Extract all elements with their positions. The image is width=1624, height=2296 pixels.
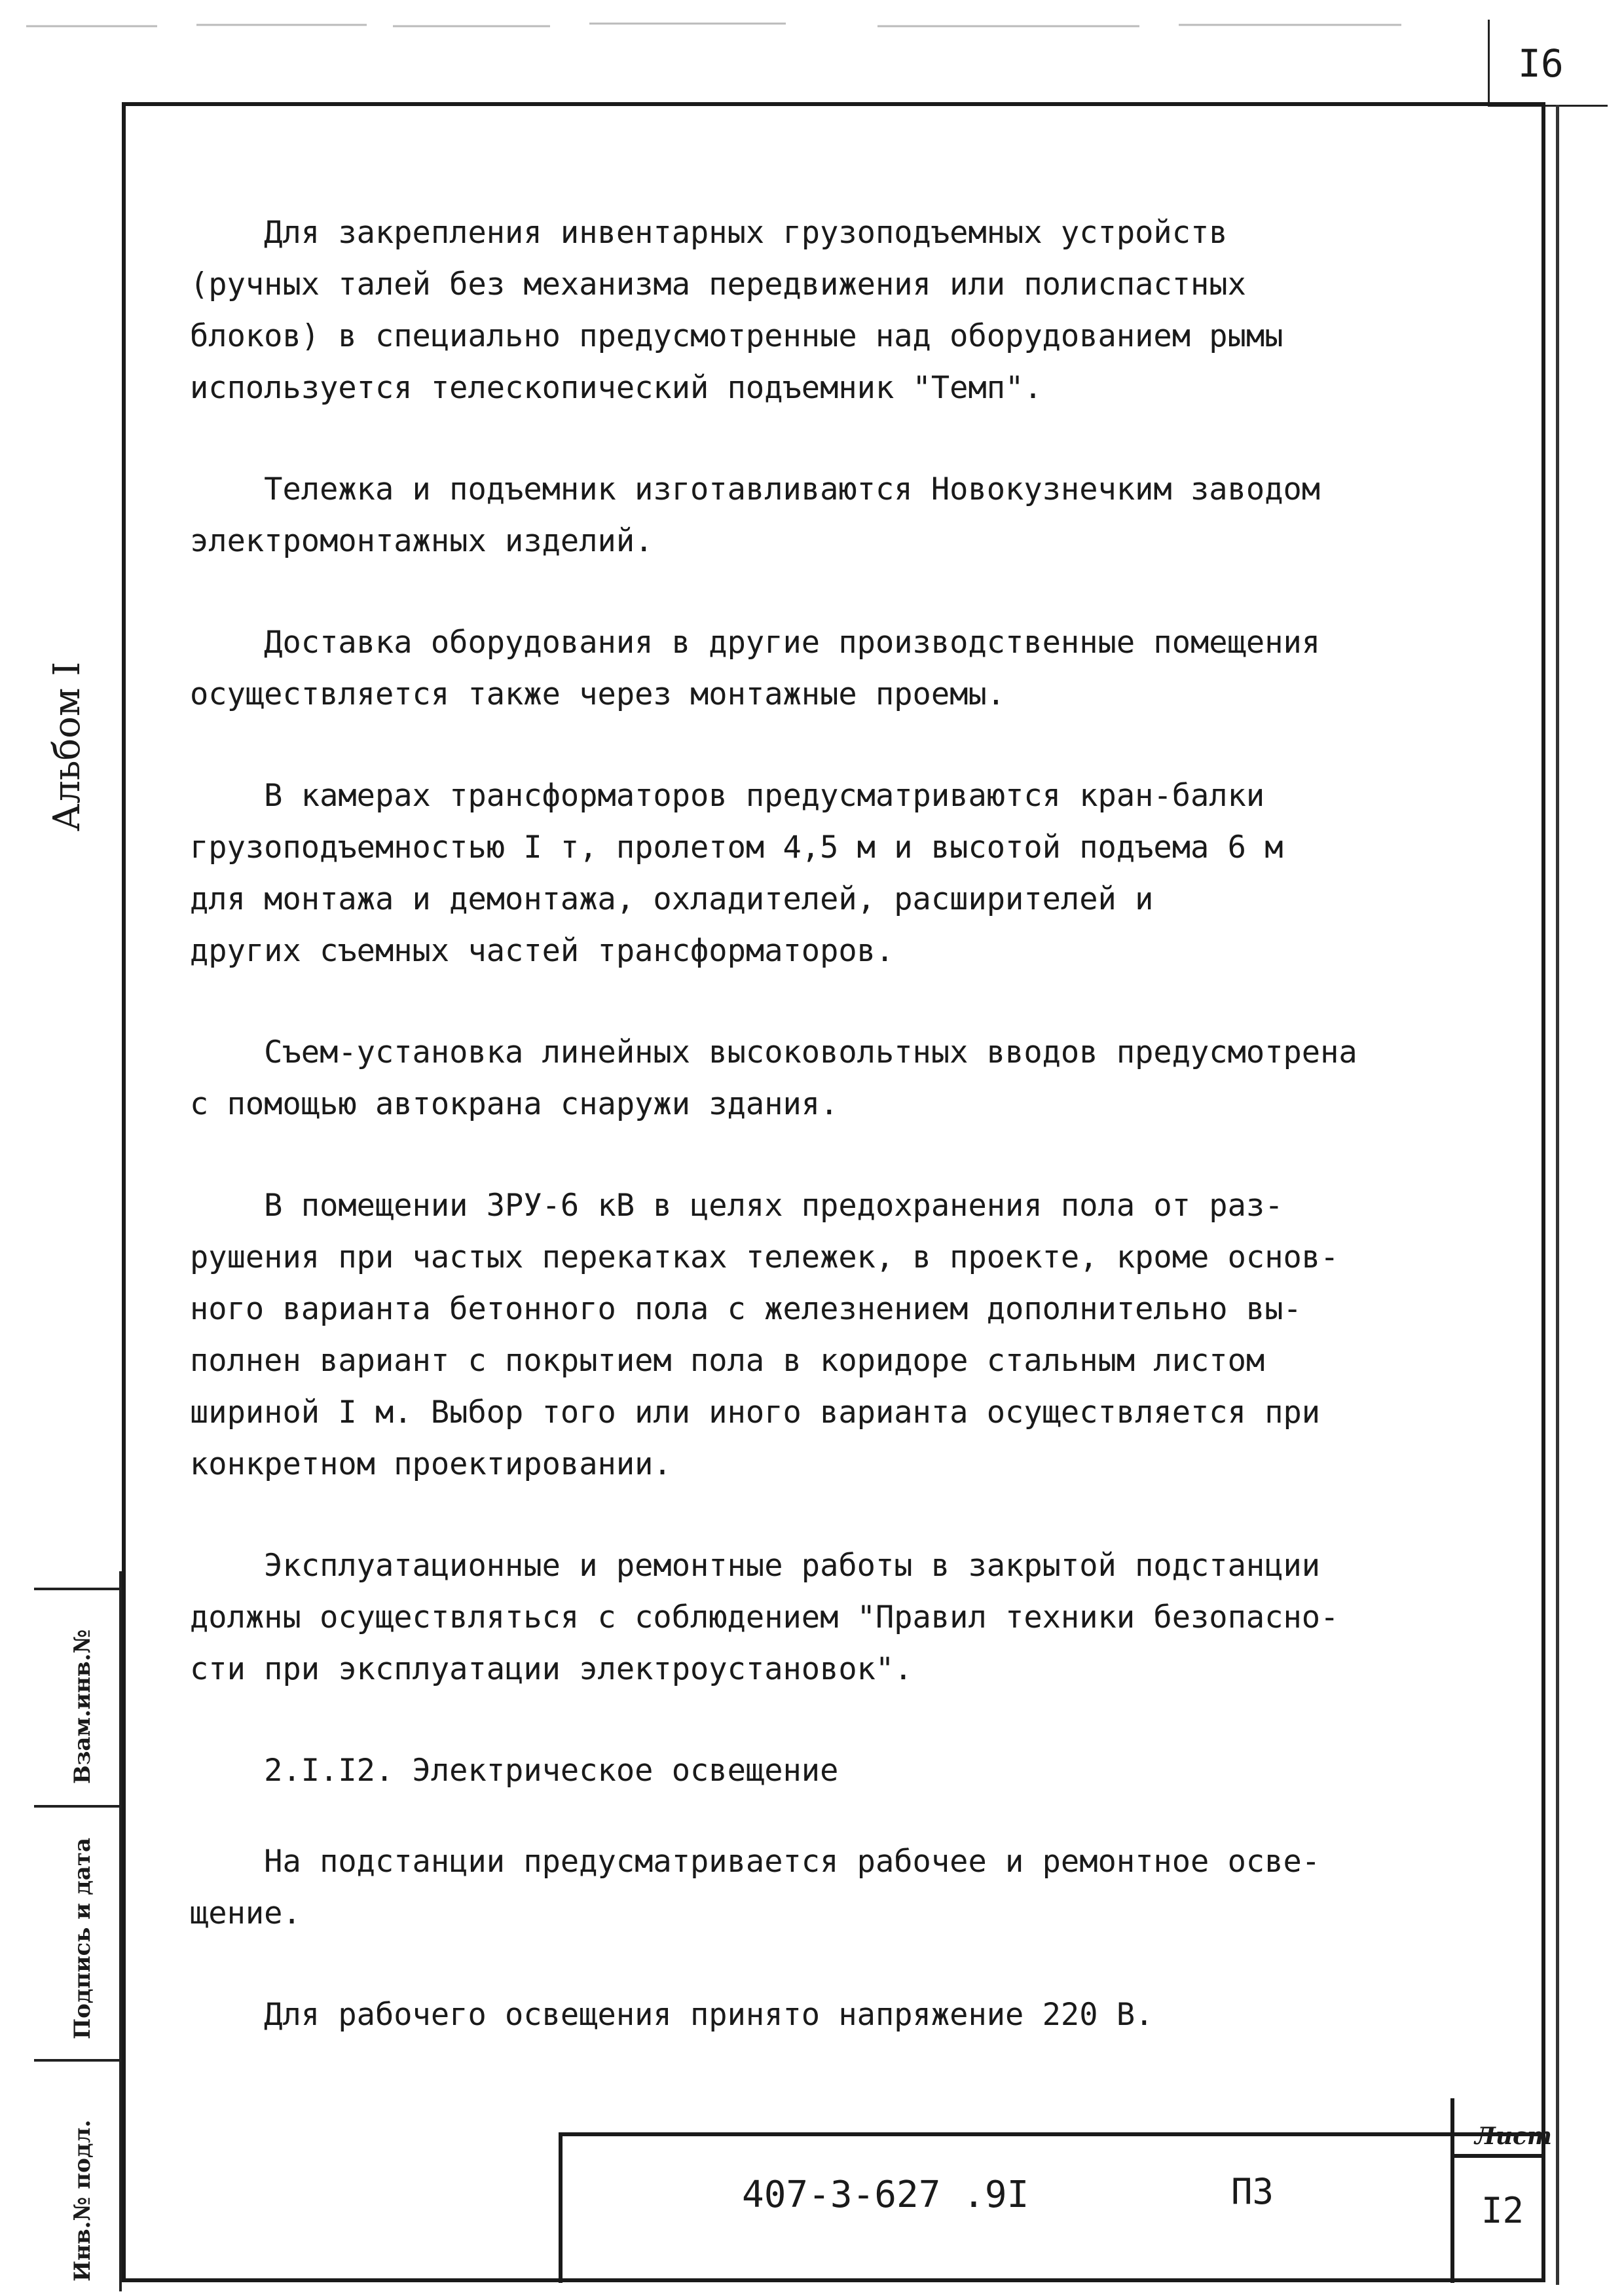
page-number: I6 bbox=[1518, 41, 1564, 86]
stamp-divider bbox=[34, 1588, 122, 1590]
sheet-number: I2 bbox=[1481, 2190, 1524, 2231]
title-block-sheet-separator bbox=[1450, 2098, 1454, 2283]
scan-noise bbox=[26, 18, 1467, 30]
paragraph: Для рабочего освещения принято напряжение 220 В. bbox=[190, 1997, 1154, 2033]
document-type: ПЗ bbox=[1231, 2171, 1274, 2212]
approval-stamp-column bbox=[34, 1588, 122, 2288]
stamp-label-replacement-inv: Взам.инв.№ bbox=[69, 1629, 96, 1784]
body-text bbox=[190, 207, 1513, 2090]
frame-right-double-line bbox=[1556, 105, 1559, 2285]
stamp-divider bbox=[34, 1805, 122, 1808]
sheet-label: Лист bbox=[1475, 2123, 1553, 2150]
title-block-sheet-line bbox=[1450, 2154, 1545, 2158]
paragraph: Съем-установка линейных высоковольтных вводов предусмотрена с помощью автокрана снаружи здания. bbox=[190, 1034, 1357, 1122]
paragraph: В камерах трансформаторов предусматриваются кран-балки грузоподъемностью I т, пролетом 4,5 м и высотой подъема 6 м для монтажа и демонтажа, охладителей, расширителей и других съемных частей трансформаторов. bbox=[190, 778, 1283, 969]
stamp-divider bbox=[34, 2059, 122, 2062]
paragraph: В помещении ЗРУ-6 кВ в целях предохранения пола от раз- рушения при частых перекатках тележек, в проекте, кроме основ- ного варианта бетонного пола с железнением дополнительно вы- полнен вариант с покрытием пола в коридоре стальным листом шириной I м. Выбор того или иного варианта осуществляется при конкретном проектировании. bbox=[190, 1188, 1339, 1482]
album-label: Альбом I bbox=[46, 661, 88, 831]
paragraph: Эксплуатационные и ремонтные работы в закрытой подстанции должны осуществляться с соблюдением "Правил техники безопасно- сти при эксплуатации электроустановок". bbox=[190, 1548, 1339, 1687]
paragraph: Для закрепления инвентарных грузоподъемных устройств (ручных талей без механизма передвижения или полиспастных блоков) в специально предусмотренные над оборудованием рымы используется телескопический подъемник "Темп". bbox=[190, 215, 1283, 406]
title-block bbox=[559, 2132, 1545, 2283]
paragraph: Доставка оборудования в другие производственные помещения осуществляется также через монтажные проемы. bbox=[190, 625, 1321, 712]
paragraph: На подстанции предусматривается рабочее и ремонтное осве- щение. bbox=[190, 1844, 1321, 1931]
stamp-label-original-inv: Инв.№ подл. bbox=[69, 2119, 96, 2282]
section-heading: 2.I.I2. Электрическое освещение bbox=[190, 1753, 839, 1789]
paragraph: Тележка и подъемник изготавливаются Новокузнечким заводом электромонтажных изделий. bbox=[190, 471, 1321, 559]
stamp-label-signature-date: Подпись и дата bbox=[69, 1837, 96, 2039]
stamp-column-border bbox=[119, 1588, 122, 2288]
document-code: 407-3-627 .9I bbox=[742, 2174, 1029, 2216]
